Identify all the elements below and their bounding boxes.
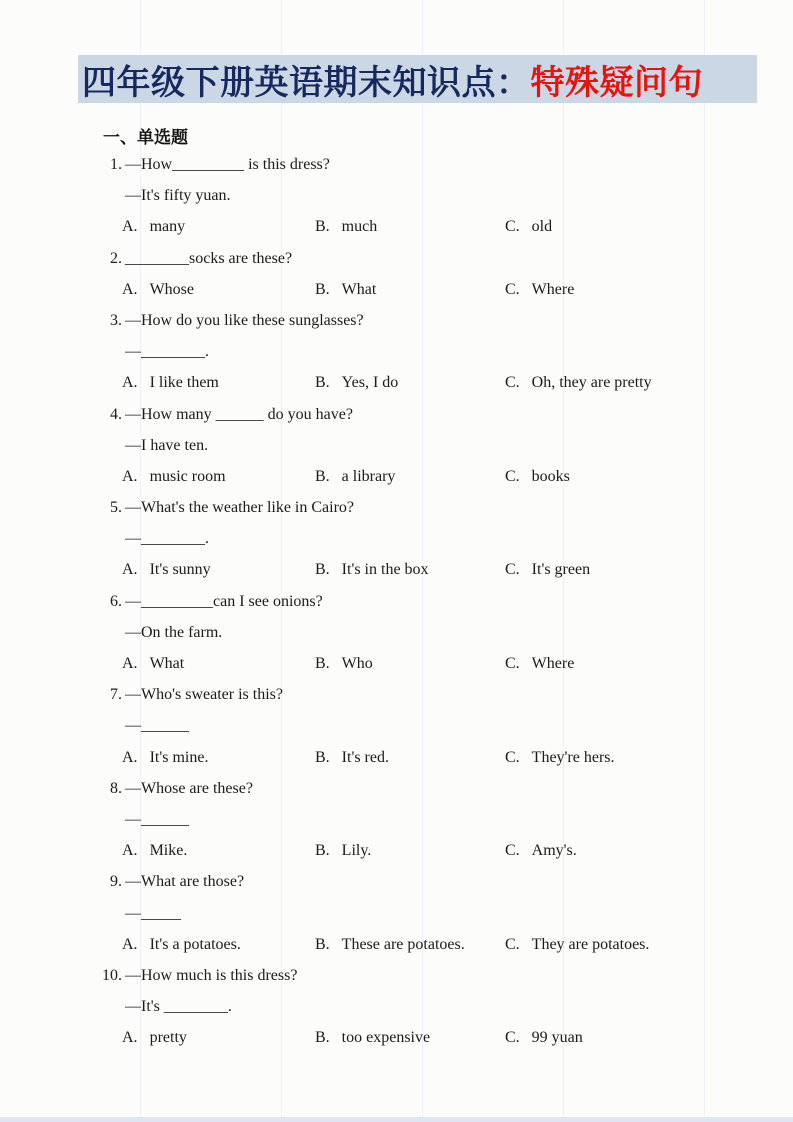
option-text: much — [341, 218, 378, 236]
question-stem-line — [0, 399, 793, 430]
question-stem: —Who's sweater is this? — [125, 686, 283, 704]
question-stem: —Whose are these? — [125, 779, 253, 797]
answer-line — [0, 991, 793, 1022]
option-letter: C. — [505, 748, 520, 766]
question-stem-line — [0, 679, 793, 710]
question-stem-line — [0, 492, 793, 523]
option-letter: B. — [315, 1029, 330, 1047]
question-item — [0, 149, 793, 243]
option-letter: B. — [315, 655, 330, 672]
question-number: 5. — [110, 499, 122, 517]
question-stem-line — [0, 773, 793, 804]
option-letter: C. — [505, 467, 520, 485]
option-letter: B. — [315, 561, 330, 579]
question-number: 8. — [110, 779, 122, 797]
option-text: Mike. — [149, 842, 188, 860]
question-number: 1. — [110, 156, 122, 173]
option-letter: C. — [505, 218, 520, 236]
option-text: Amy's. — [531, 842, 577, 860]
question-item — [0, 960, 793, 1054]
answer-text: —______ — [125, 810, 189, 828]
option-text: a library — [341, 467, 396, 485]
option-b — [315, 367, 398, 398]
option-text: What — [149, 655, 185, 672]
option-text: Who — [341, 655, 373, 672]
option-text: Yes, I do — [341, 374, 399, 392]
option-text: Oh, they are pretty — [531, 374, 652, 392]
option-a — [122, 835, 187, 866]
option-text: Where — [531, 655, 575, 672]
option-c — [505, 461, 570, 492]
option-b — [315, 1022, 430, 1053]
question-number: 4. — [110, 405, 122, 423]
option-letter: A. — [122, 655, 138, 672]
options-row — [0, 742, 793, 773]
question-number: 7. — [110, 686, 122, 704]
question-number: 10. — [102, 966, 122, 984]
option-text: 99 yuan — [531, 1029, 583, 1047]
question-item — [0, 492, 793, 586]
answer-text: —_____ — [125, 904, 181, 922]
option-letter: C. — [505, 655, 520, 672]
option-text: books — [531, 467, 570, 485]
question-stem: —What's the weather like in Cairo? — [125, 499, 355, 517]
bottom-edge-strip — [0, 1117, 793, 1122]
question-number: 2. — [110, 249, 122, 267]
option-text: It's green — [531, 561, 591, 579]
question-stem: —What are those? — [125, 873, 245, 891]
question-stem: ________socks are these? — [125, 249, 293, 267]
option-c — [505, 1022, 583, 1053]
answer-text: —It's ________. — [125, 998, 232, 1016]
question-number: 6. — [110, 592, 122, 610]
option-letter: B. — [315, 467, 330, 485]
option-text: many — [149, 218, 186, 236]
option-letter: B. — [315, 218, 330, 236]
answer-line — [0, 617, 793, 648]
option-letter: B. — [315, 374, 330, 392]
answer-text: —________. — [125, 530, 209, 548]
answer-text: —It's fifty yuan. — [125, 187, 231, 205]
option-letter: C. — [505, 374, 520, 392]
title-highlight: 特殊疑问句 — [530, 63, 703, 102]
option-text: What — [341, 280, 377, 298]
option-letter: A. — [122, 935, 138, 953]
option-letter: B. — [315, 842, 330, 860]
question-stem-line — [0, 960, 793, 991]
option-letter: A. — [122, 467, 138, 485]
option-c — [505, 742, 615, 773]
option-letter: C. — [505, 280, 520, 298]
option-letter: C. — [505, 561, 520, 579]
option-text: music room — [149, 467, 226, 485]
option-text: They're hers. — [531, 748, 615, 766]
options-row — [0, 211, 793, 242]
question-stem: —How many ______ do you have? — [125, 405, 353, 423]
option-a — [122, 648, 184, 679]
option-text: old — [531, 218, 553, 236]
option-b — [315, 742, 389, 773]
options-row — [0, 648, 793, 679]
question-stem-line — [0, 243, 793, 274]
answer-text: —________. — [125, 343, 209, 361]
question-stem: —How much is this dress? — [125, 966, 298, 984]
option-letter: C. — [505, 842, 520, 860]
option-c — [505, 929, 649, 960]
option-text: It's red. — [341, 748, 389, 766]
option-letter: A. — [122, 280, 138, 298]
option-text: It's mine. — [149, 748, 209, 766]
option-letter: A. — [122, 842, 138, 860]
option-a — [122, 461, 226, 492]
option-c — [505, 367, 652, 398]
question-stem: —_________can I see onions? — [125, 592, 323, 610]
option-text: It's sunny — [149, 561, 211, 579]
option-a — [122, 211, 185, 242]
option-b — [315, 648, 373, 679]
options-row — [0, 274, 793, 305]
option-b — [315, 835, 371, 866]
option-c — [505, 211, 552, 242]
answer-line — [0, 180, 793, 211]
page-title — [78, 55, 757, 103]
option-letter: B. — [315, 935, 330, 953]
question-number: 9. — [110, 873, 122, 891]
options-row — [0, 367, 793, 398]
options-row — [0, 929, 793, 960]
question-item — [0, 679, 793, 773]
option-b — [315, 929, 465, 960]
question-item — [0, 586, 793, 680]
option-letter: C. — [505, 935, 520, 953]
options-row — [0, 1022, 793, 1053]
answer-text: —I have ten. — [125, 436, 209, 454]
option-text: pretty — [149, 1029, 187, 1047]
option-b — [315, 461, 395, 492]
question-item — [0, 866, 793, 960]
answer-line — [0, 336, 793, 367]
answer-line — [0, 710, 793, 741]
answer-line — [0, 430, 793, 461]
answer-line — [0, 523, 793, 554]
option-letter: A. — [122, 1029, 138, 1047]
option-b — [315, 554, 429, 585]
option-letter: C. — [505, 1029, 520, 1047]
question-stem: —How_________ is this dress? — [125, 156, 330, 173]
option-b — [315, 211, 377, 242]
option-letter: A. — [122, 748, 138, 766]
option-a — [122, 554, 211, 585]
answer-line — [0, 804, 793, 835]
question-list — [0, 149, 793, 1053]
option-a — [122, 274, 194, 305]
option-a — [122, 1022, 187, 1053]
option-letter: B. — [315, 280, 330, 298]
option-c — [505, 648, 574, 679]
answer-line — [0, 898, 793, 929]
option-letter: A. — [122, 561, 138, 579]
option-a — [122, 367, 219, 398]
option-text: I like them — [149, 374, 219, 392]
question-number: 3. — [110, 311, 122, 329]
title-prefix: 四年级下册英语期末知识点： — [82, 63, 531, 102]
question-stem-line — [0, 149, 793, 180]
option-b — [315, 274, 376, 305]
option-a — [122, 742, 208, 773]
question-stem-line — [0, 305, 793, 336]
question-stem-line — [0, 866, 793, 897]
options-row — [0, 835, 793, 866]
option-c — [505, 835, 577, 866]
option-text: It's a potatoes. — [149, 935, 241, 953]
option-c — [505, 274, 574, 305]
section-heading: 一、单选题 — [103, 128, 188, 147]
question-item — [0, 305, 793, 399]
option-text: Where — [531, 280, 575, 298]
question-stem: —How do you like these sunglasses? — [125, 311, 364, 329]
option-a — [122, 929, 241, 960]
option-c — [505, 554, 590, 585]
question-item — [0, 399, 793, 493]
option-letter: A. — [122, 218, 138, 236]
option-text: They are potatoes. — [531, 935, 650, 953]
option-letter: A. — [122, 374, 138, 392]
option-letter: B. — [315, 748, 330, 766]
question-item — [0, 773, 793, 867]
option-text: Lily. — [341, 842, 372, 860]
options-row — [0, 461, 793, 492]
option-text: It's in the box — [341, 561, 429, 579]
option-text: too expensive — [341, 1029, 431, 1047]
option-text: These are potatoes. — [341, 935, 465, 953]
question-stem-line — [0, 586, 793, 617]
question-item — [0, 243, 793, 305]
answer-text: —On the farm. — [125, 623, 223, 641]
option-text: Whose — [149, 280, 194, 298]
answer-text: —______ — [125, 717, 189, 735]
options-row — [0, 554, 793, 585]
